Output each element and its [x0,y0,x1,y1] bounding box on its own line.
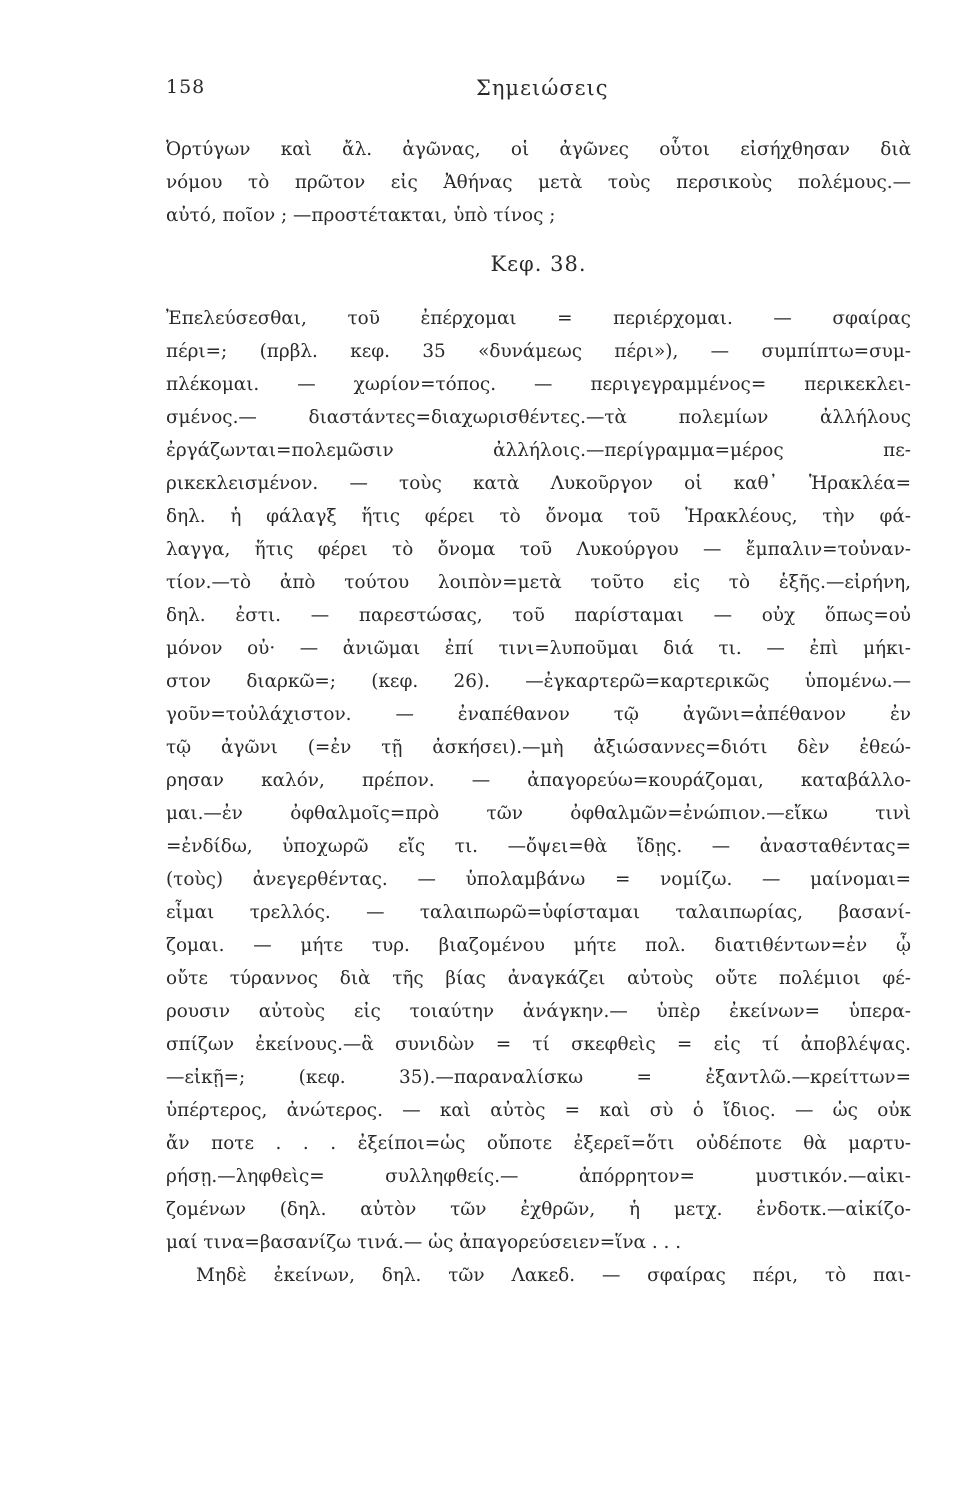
text-line: ρήσῃ.—ληφθεὶς= συλληφθείς.— ἀπόρρητον= μυστικόν.—αἰκι- [166,1166,911,1187]
text-line: σπίζων ἐκείνους.—ἃ συνιδὼν = τί σκεφθεὶς = εἰς τί ἀποβλέψας. [166,1034,911,1055]
text-line: ρησαν καλόν, πρέπον. — ἀπαγορεύω=κουράζομαι, καταβάλλο- [166,770,911,791]
text-line: εἶμαι τρελλός. — ταλαιπωρῶ=ὑφίσταμαι ταλαιπωρίας, βασανί- [166,902,911,923]
text-line: =ἐνδίδω, ὑποχωρῶ εἴς τι. —ὄψει=θὰ ἴδῃς. — ἀνασταθέντας= [166,836,911,857]
text-line: ρουσιν αὐτοὺς εἰς τοιαύτην ἀνάγκην.— ὑπὲρ ἐκείνων= ὑπερα- [166,1001,911,1022]
paragraph-3 [166,1259,911,1292]
text-line: ἄν ποτε . . . ἐξείποι=ὡς οὔποτε ἐξερεῖ=ὅτι οὐδέποτε θὰ μαρτυ- [166,1133,911,1154]
text-line: Ἐπελεύσεσθαι, τοῦ ἐπέρχομαι = περιέρχομαι. — σφαίρας [166,308,911,329]
text-line: στον διαρκῶ=; (κεφ. 26). —ἐγκαρτερῶ=καρτερικῶς ὑπομένω.— [166,671,911,692]
text-line: δηλ. ἐστι. — παρεστώσας, τοῦ παρίσταμαι — οὐχ ὅπως=οὐ [166,605,911,626]
text-line: μόνον οὐ· — ἀνιῶμαι ἐπί τινι=λυποῦμαι διά τι. — ἐπὶ μήκι- [166,638,911,659]
text-line: γοῦν=τοὐλάχιστον. — ἐναπέθανον τῷ ἀγῶνι=ἀπέθανον ἐν [166,704,911,725]
text-line: Μηδὲ ἐκείνων, δηλ. τῶν Λακεδ. — σφαίρας πέρι, τὸ παι- [196,1265,911,1286]
text-line: σμένος.— διαστάντες=διαχωρισθέντες.—τὰ πολεμίων ἀλλήλους [166,407,911,428]
text-line: Ὀρτύγων καὶ ἄλ. ἀγῶνας, οἱ ἀγῶνες οὗτοι εἰσήχθησαν διὰ [166,139,911,160]
text-line: τῷ ἀγῶνι (=ἐν τῇ ἀσκήσει).—μὴ ἀξιώσαννες=διότι δὲν ἐθεώ- [166,737,911,758]
text-line: λαγγα, ἥτις φέρει τὸ ὄνομα τοῦ Λυκούργου — ἔμπαλιν=τοὐναν- [166,539,911,560]
text-line: πέρι=; (πρβλ. κεφ. 35 «δυνάμεως πέρι»), — συμπίπτω=συμ- [166,341,911,362]
text-line: ζομένων (δηλ. αὐτὸν τῶν ἐχθρῶν, ἡ μετχ. ἐνδοτκ.—αἰκίζο- [166,1199,911,1220]
paragraph-2 [166,302,911,1259]
text-line: τίον.—τὸ ἀπὸ τούτου λοιπὸν=μετὰ τοῦτο εἰς τὸ ἑξῆς.—εἰρήνη, [166,572,911,593]
text-line: νόμου τὸ πρῶτον εἰς Ἀθήνας μετὰ τοὺς περσικοὺς πολέμους.— [166,172,911,193]
text-line: —εἰκῇ=; (κεφ. 35).—παραναλίσκω = ἐξαντλῶ.—κρείττων= [166,1067,911,1088]
text-line: μαι.—ἐν ὀφθαλμοῖς=πρὸ τῶν ὀφθαλμῶν=ἐνώπιον.—εἴκω τινὶ [166,803,911,824]
page-body [166,133,911,1292]
text-line: (τοὺς) ἀνεγερθέντας. — ὑπολαμβάνω = νομίζω. — μαίνομαι= [166,869,911,890]
text-line: ὑπέρτερος, ἀνώτερος. — καὶ αὐτὸς = καὶ σὺ ὁ ἴδιος. — ὡς οὐκ [166,1100,911,1121]
running-title: Σημειώσεις [476,76,609,100]
text-line: αὐτό, ποῖον ; —προστέτακται, ὑπὸ τίνος ; [166,205,556,226]
text-line: ζομαι. — μήτε τυρ. βιαζομένου μήτε πολ. διατιθέντων=ἐν ᾧ [166,935,911,956]
text-line: μαί τινα=βασανίζω τινά.— ὡς ἀπαγορεύσειεν=ἵνα . . . [166,1232,682,1253]
text-line: δηλ. ἡ φάλαγξ ἥτις φέρει τὸ ὄνομα τοῦ Ἡρακλέους, τὴν φά- [166,506,911,527]
chapter-heading: Κεφ. 38. [490,252,587,276]
paragraph-1 [166,133,911,232]
text-line: ἐργάζωνται=πολεμῶσιν ἀλλήλοις.—περίγραμμα=μέρος πε- [166,440,911,461]
text-line: ρικεκλεισμένον. — τοὺς κατὰ Λυκοῦργον οἱ καθ᾽ Ἡρακλέα= [166,473,911,494]
page-header [166,76,911,108]
text-line: πλέκομαι. — χωρίον=τόπος. — περιγεγραμμένος= περικεκλει- [166,374,911,395]
page-number: 158 [166,76,206,98]
text-line: οὔτε τύραννος διὰ τῆς βίας ἀναγκάζει αὐτοὺς οὔτε πολέμιοι φέ- [166,968,911,989]
